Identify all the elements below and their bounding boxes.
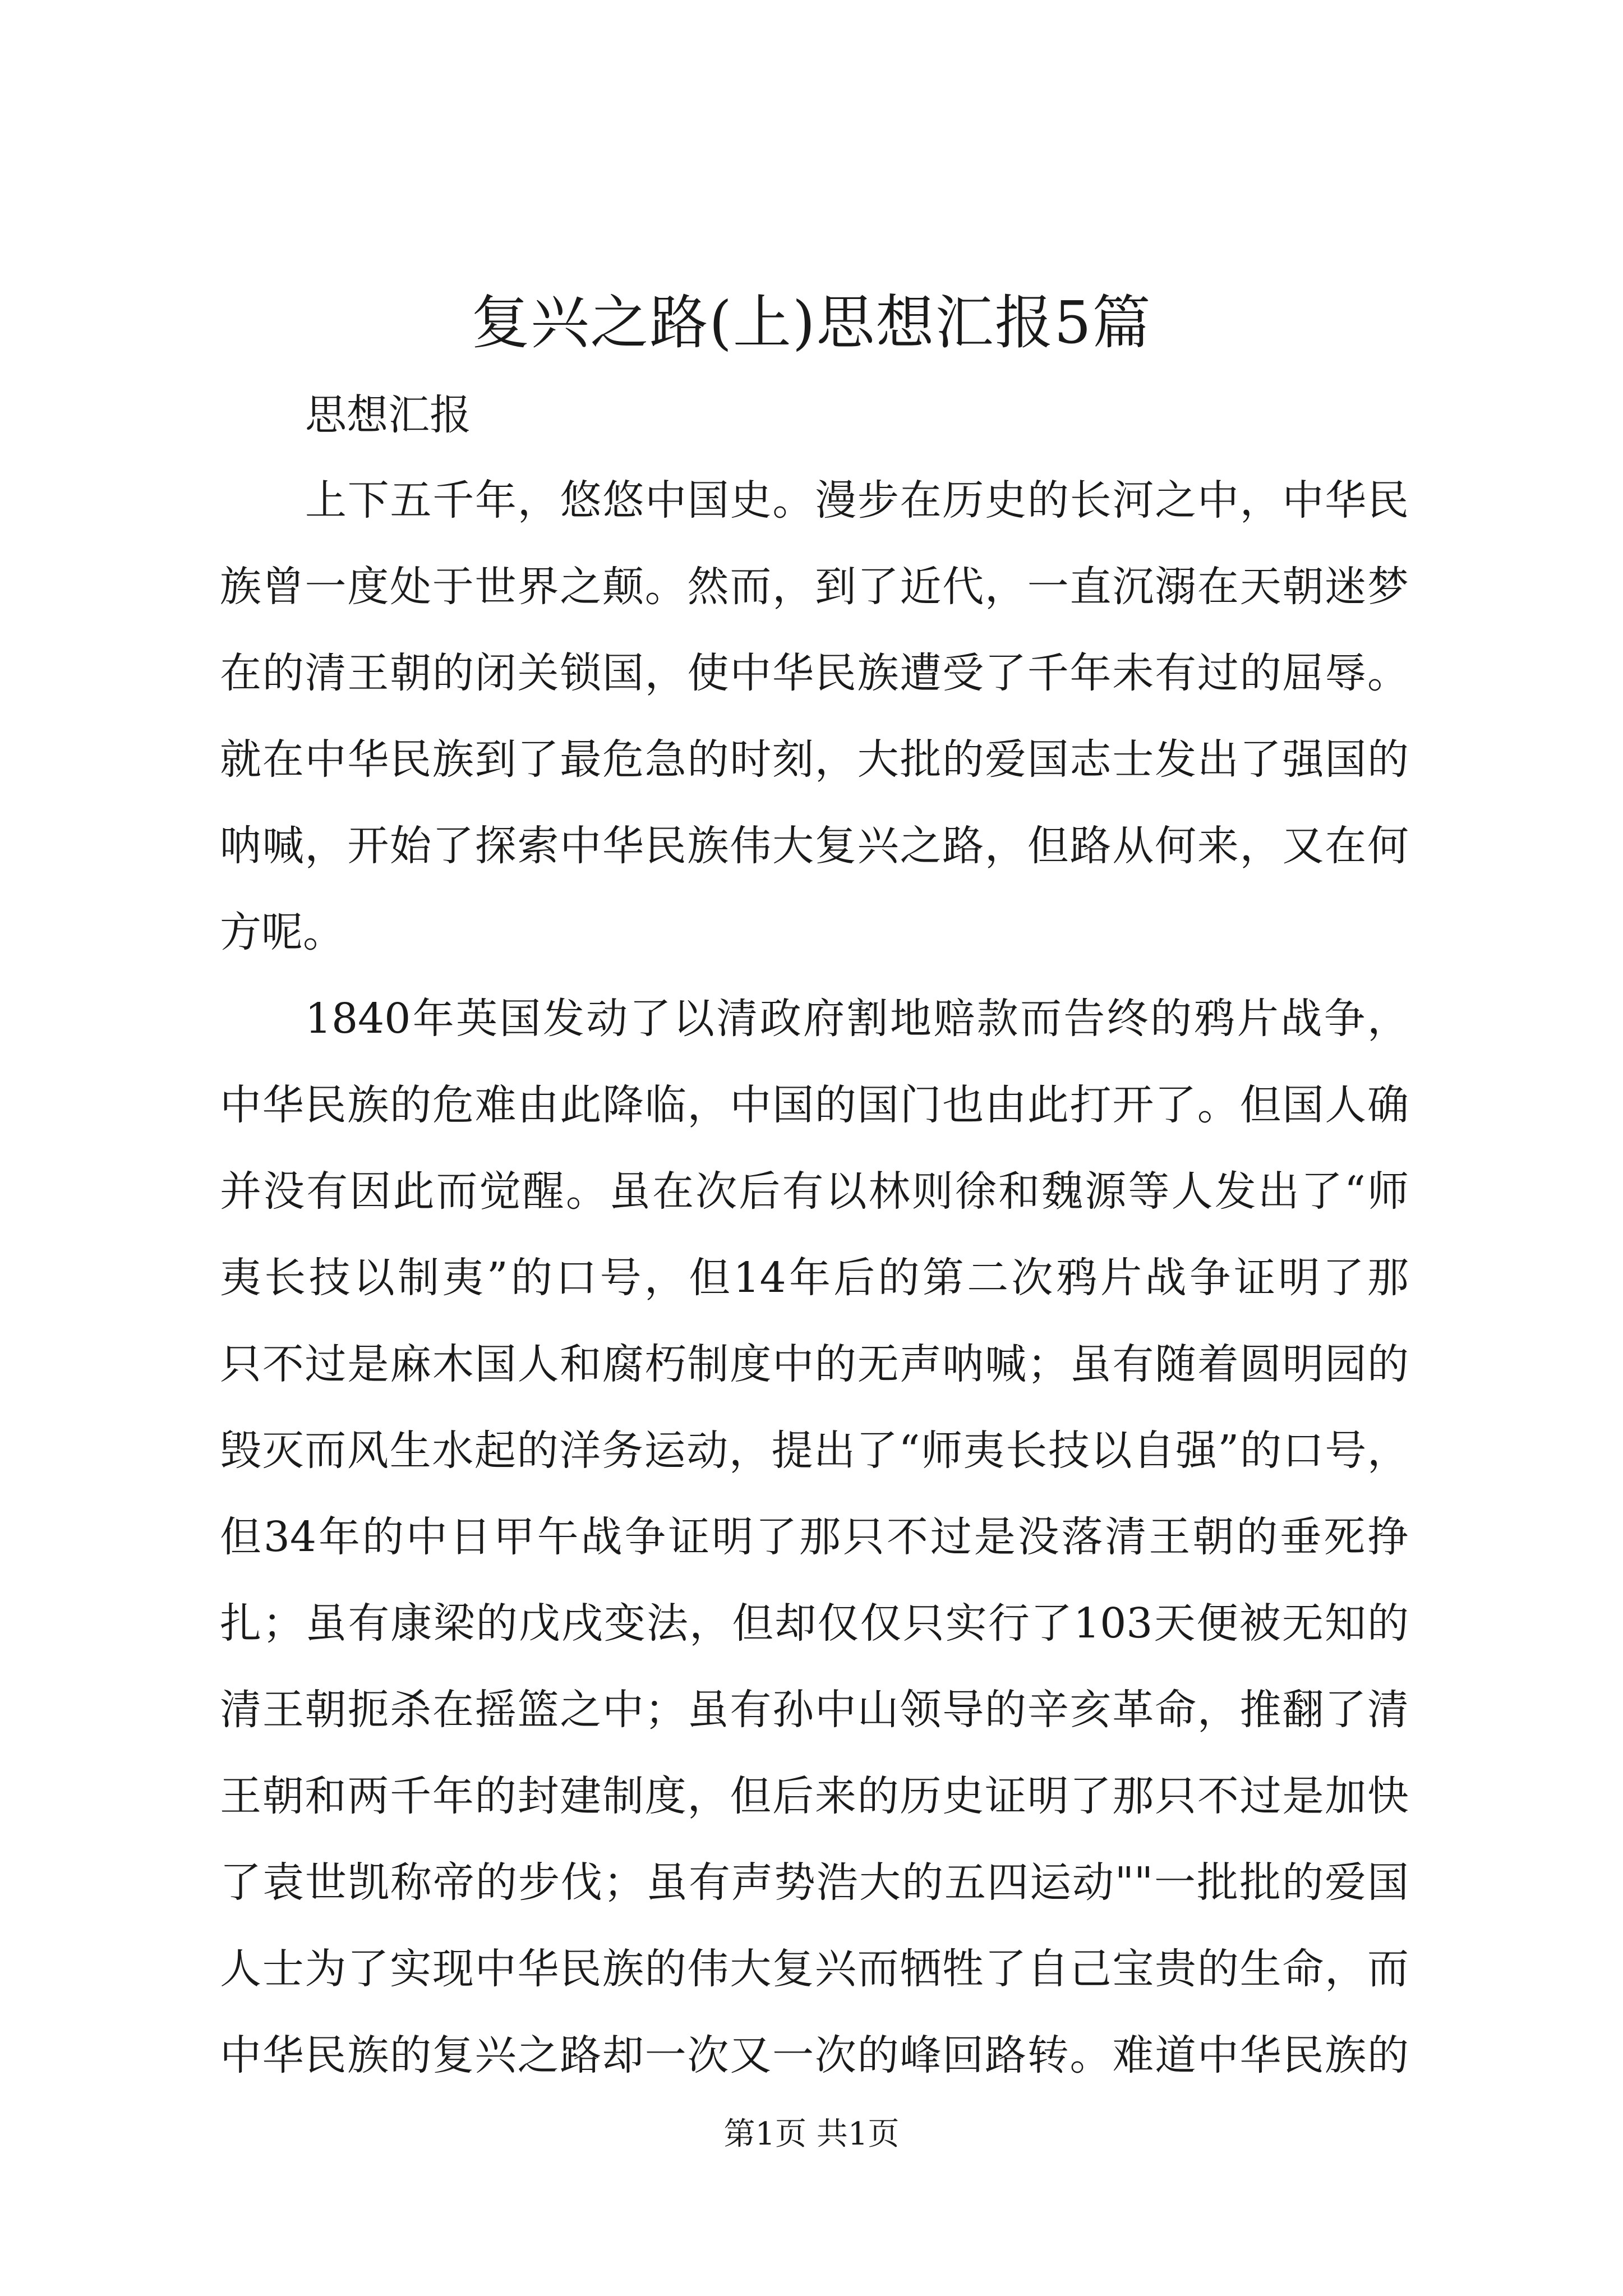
document-title: 复兴之路(上)思想汇报5篇 <box>471 288 1152 357</box>
paragraph-line: 夷长技以制夷”的口号，但14年后的第二次鸦片战争证明了那 <box>220 1254 1409 1302</box>
paragraph-line: 中华民族的复兴之路却一次又一次的峰回路转。难道中华民族的 <box>220 2031 1409 2079</box>
paragraph-line: 清王朝扼杀在摇篮之中；虽有孙中山领导的辛亥革命，推翻了清 <box>220 1686 1409 1734</box>
paragraph-line: 1840年英国发动了以清政府割地赔款而告终的鸦片战争， <box>305 995 1409 1043</box>
paragraph-line: 毁灭而风生水起的洋务运动，提出了“师夷长技以自强”的口号， <box>220 1427 1409 1475</box>
paragraph-line: 在的清王朝的闭关锁国，使中华民族遭受了千年未有过的屈辱。 <box>220 649 1409 697</box>
page-number-footer: 第1页 共1页 <box>723 2116 900 2152</box>
paragraph-line: 人士为了实现中华民族的伟大复兴而牺牲了自己宝贵的生命，而 <box>220 1945 1409 1993</box>
paragraph-line: 了袁世凯称帝的步伐；虽有声势浩大的五四运动""一批批的爱国 <box>220 1858 1409 1907</box>
paragraph-line: 王朝和两千年的封建制度，但后来的历史证明了那只不过是加快 <box>220 1772 1409 1820</box>
paragraph-line: 方呢。 <box>220 908 344 956</box>
subheading-line: 思想汇报 <box>305 391 471 439</box>
paragraph-line: 上下五千年，悠悠中国史。漫步在历史的长河之中，中华民 <box>305 476 1409 524</box>
paragraph-line: 中华民族的危难由此降临，中国的国门也由此打开了。但国人确 <box>220 1081 1409 1129</box>
paragraph-line: 就在中华民族到了最危急的时刻，大批的爱国志士发出了强国的 <box>220 735 1409 784</box>
paragraph-line: 并没有因此而觉醒。虽在次后有以林则徐和魏源等人发出了“师 <box>220 1167 1409 1216</box>
paragraph-line: 族曾一度处于世界之颠。然而，到了近代，一直沉溺在天朝迷梦 <box>220 563 1409 611</box>
paragraph-line: 扎；虽有康梁的戊戌变法，但却仅仅只实行了103天便被无知的 <box>220 1599 1409 1648</box>
paragraph-line: 呐喊，开始了探索中华民族伟大复兴之路，但路从何来，又在何 <box>220 822 1409 870</box>
paragraph-line: 只不过是麻木国人和腐朽制度中的无声呐喊；虽有随着圆明园的 <box>220 1340 1409 1388</box>
paragraph-line: 但34年的中日甲午战争证明了那只不过是没落清王朝的垂死挣 <box>220 1513 1409 1561</box>
